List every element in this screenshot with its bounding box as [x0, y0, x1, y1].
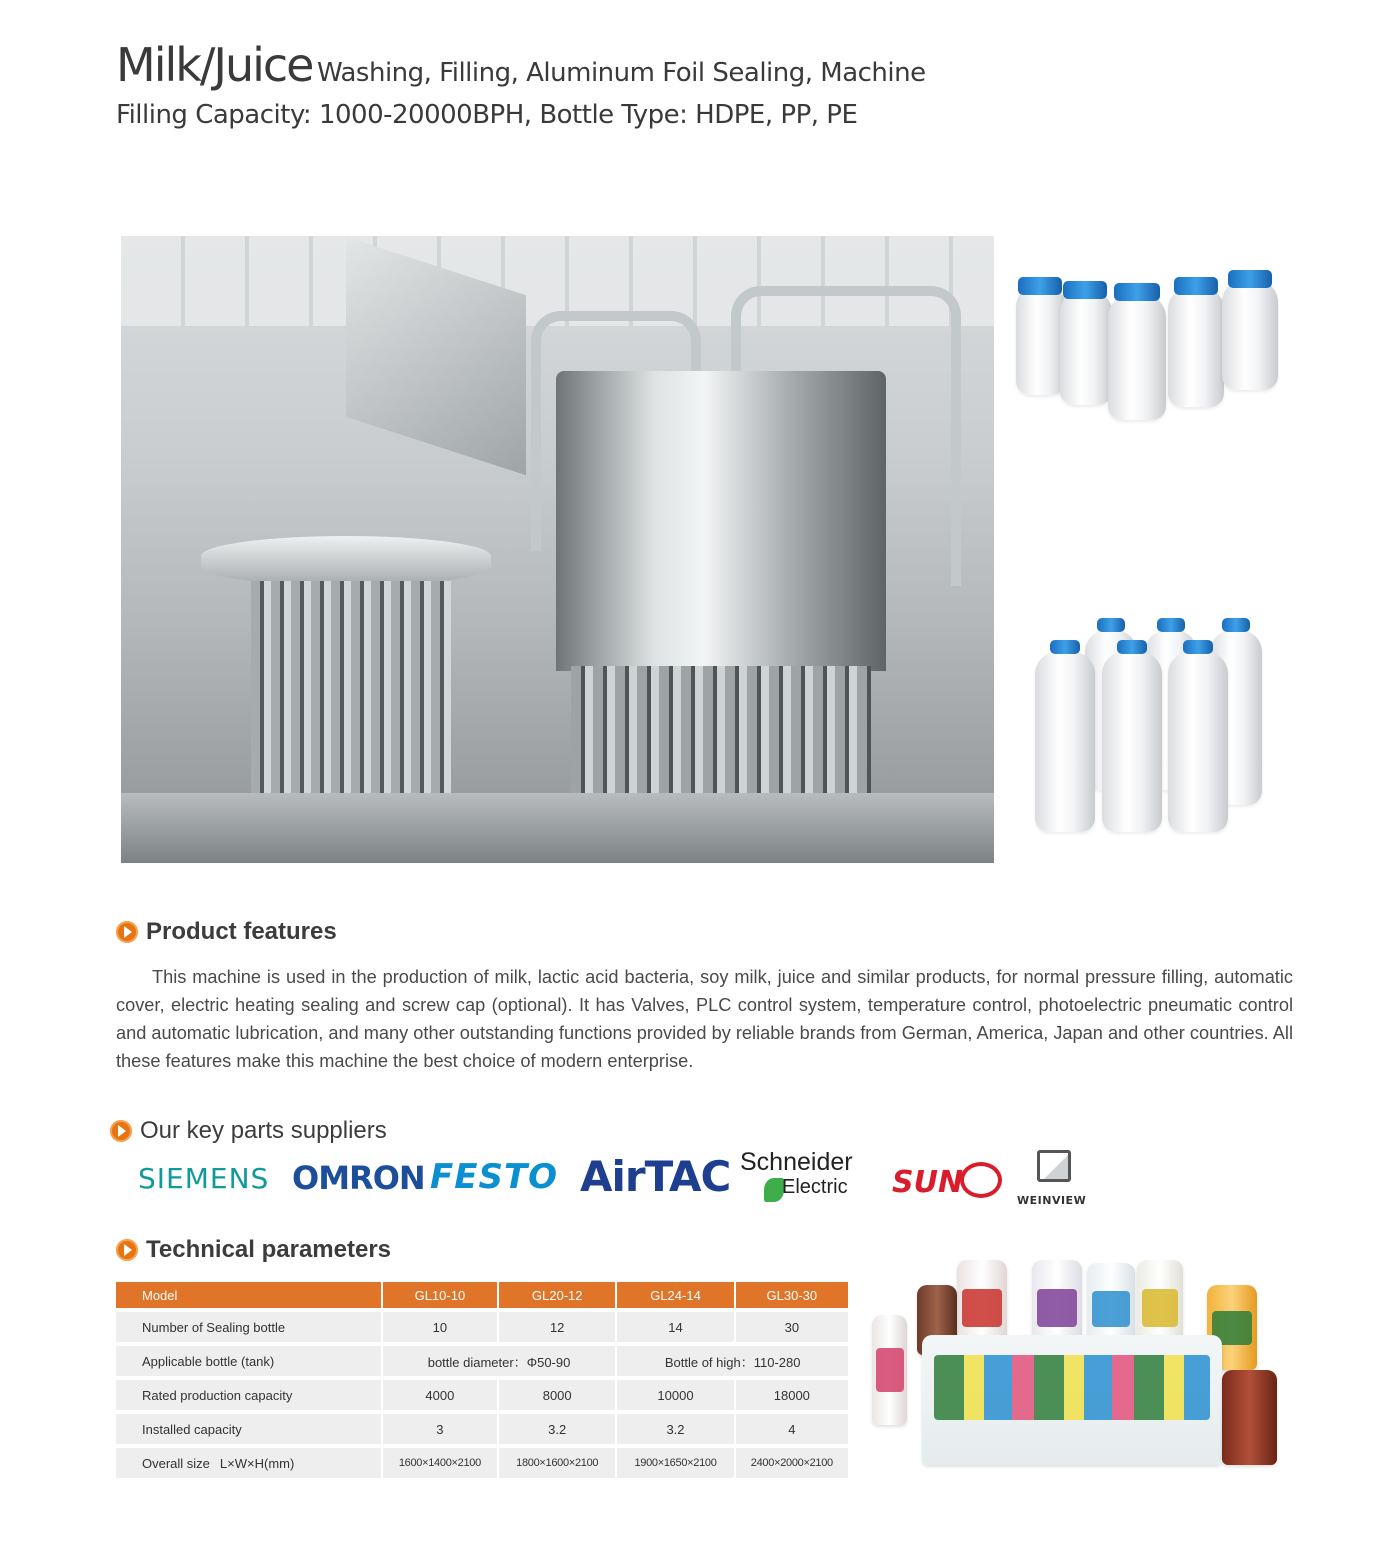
bottle-cap — [1114, 283, 1160, 301]
cell-bottle-height: Bottle of high：110-280 — [615, 1346, 848, 1376]
cell-size-2: 1800×1600×2100 — [497, 1448, 615, 1478]
title-line — [116, 38, 1116, 92]
header-model-4: GL30-30 — [734, 1282, 848, 1308]
row-label-bottle: Applicable bottle (tank) — [116, 1346, 381, 1376]
page-title: Milk/Juice — [116, 38, 313, 92]
cell-capacity-2: 8000 — [497, 1380, 615, 1410]
bottle-cap — [1222, 618, 1250, 632]
bottle-cap — [1018, 277, 1062, 295]
schneider-logo — [740, 1148, 880, 1208]
header-model: Model — [116, 1282, 381, 1308]
features-heading — [116, 918, 337, 946]
cell-capacity-1: 4000 — [381, 1380, 497, 1410]
sealer-turret — [201, 536, 491, 586]
bottle-image — [1008, 255, 1290, 430]
schneider-logo-bottom: Electric — [782, 1176, 848, 1198]
cell-installed-3: 3.2 — [615, 1414, 733, 1444]
bottle-cap — [1174, 277, 1218, 295]
bottle — [1222, 280, 1278, 390]
cell-sealing-1: 10 — [381, 1312, 497, 1342]
suppliers-title: Our key parts suppliers — [140, 1117, 387, 1144]
cell-size-1: 1600×1400×2100 — [381, 1448, 497, 1478]
siemens-logo: SIEMENS — [138, 1162, 270, 1195]
filler-drum — [556, 371, 886, 671]
size-unit: L×W×H(mm) — [219, 1455, 295, 1471]
table-row — [116, 1380, 848, 1410]
table-row — [116, 1312, 848, 1342]
play-circle-icon — [116, 921, 138, 943]
sunx-logo: SUN — [892, 1165, 964, 1200]
product-cartons — [922, 1335, 1222, 1465]
bottle-cap — [1183, 640, 1213, 654]
milk-bottle — [872, 1315, 907, 1425]
bottle-cap — [1117, 640, 1147, 654]
table-row — [116, 1414, 848, 1444]
header-model-1: GL10-10 — [381, 1282, 497, 1308]
cell-sealing-3: 14 — [615, 1312, 733, 1342]
parameters-table — [116, 1278, 848, 1482]
bottle — [1108, 295, 1166, 420]
page-header — [116, 38, 1116, 130]
sunx-ring-icon — [960, 1162, 1002, 1198]
suppliers-heading — [110, 1117, 387, 1145]
schneider-logo-top: Schneider — [740, 1148, 853, 1176]
cell-installed-4: 4 — [734, 1414, 848, 1444]
cell-installed-2: 3.2 — [497, 1414, 615, 1444]
cell-capacity-4: 18000 — [734, 1380, 848, 1410]
table-row — [116, 1346, 848, 1376]
weinview-screen-icon — [1037, 1150, 1071, 1182]
row-label-capacity: Rated production capacity — [116, 1380, 381, 1410]
tea-jug — [1222, 1370, 1277, 1465]
weinview-logo-text: WEINVIEW — [1017, 1194, 1087, 1207]
play-circle-icon — [110, 1120, 132, 1142]
bottle — [1168, 652, 1228, 832]
bottle — [1016, 285, 1066, 395]
omron-logo: OMRON — [292, 1159, 425, 1197]
bottle — [1035, 652, 1095, 832]
cell-sealing-2: 12 — [497, 1312, 615, 1342]
table-row — [116, 1448, 848, 1478]
bottle-image — [1030, 610, 1275, 835]
festo-logo: FESTO — [430, 1157, 559, 1197]
technical-title: Technical parameters — [146, 1236, 392, 1263]
schneider-leaf-icon — [764, 1178, 784, 1202]
cell-size-3: 1900×1650×2100 — [615, 1448, 733, 1478]
page-title-sub: Washing, Filling, Aluminum Foil Sealing, Machine — [316, 58, 926, 88]
cell-bottle-diameter: bottle diameter：Φ50-90 — [381, 1346, 616, 1376]
bottle-cap — [1097, 618, 1125, 632]
header-model-3: GL24-14 — [615, 1282, 733, 1308]
bottle — [1168, 287, 1224, 407]
size-label: Overall size — [142, 1455, 210, 1471]
bottle-cap — [1050, 640, 1080, 654]
dairy-products-image — [862, 1255, 1292, 1480]
cell-size-4: 2400×2000×2100 — [734, 1448, 848, 1478]
cell-installed-1: 3 — [381, 1414, 497, 1444]
bottle-cap — [1063, 281, 1107, 299]
row-label-sealing: Number of Sealing bottle — [116, 1312, 381, 1342]
bottle — [1102, 652, 1162, 832]
bottle-cap — [1228, 270, 1272, 288]
play-circle-icon — [116, 1239, 138, 1261]
cell-sealing-4: 30 — [734, 1312, 848, 1342]
cell-capacity-3: 10000 — [615, 1380, 733, 1410]
weinview-logo — [1017, 1150, 1097, 1208]
airtac-logo: AirTAC — [580, 1152, 731, 1201]
bottle-cap — [1157, 618, 1185, 632]
row-label-size — [116, 1448, 381, 1478]
features-description: This machine is used in the production of milk, lactic acid bacteria, soy milk, juice and similar products, for normal pressure filling, automatic cover, electric heating sealing and screw cap (optional). It has Valves, PLC control system, temperature control, photoelectric pneumatic control and automatic lubrication, and many other outstanding functions provided by reliable brands from German, America, Japan and other countries. All these features make this machine the best choice of modern enterprise. — [116, 967, 1293, 1071]
page-subtitle: Filling Capacity: 1000-20000BPH, Bottle Type: HDPE, PP, PE — [116, 100, 858, 130]
factory-floor — [121, 793, 994, 863]
features-title: Product features — [146, 918, 337, 945]
bottle — [1060, 290, 1112, 405]
row-label-installed: Installed capacity — [116, 1414, 381, 1444]
table-header-row — [116, 1282, 848, 1308]
header-model-2: GL20-12 — [497, 1282, 615, 1308]
filling-machine-image — [121, 236, 994, 863]
technical-heading — [116, 1236, 391, 1264]
